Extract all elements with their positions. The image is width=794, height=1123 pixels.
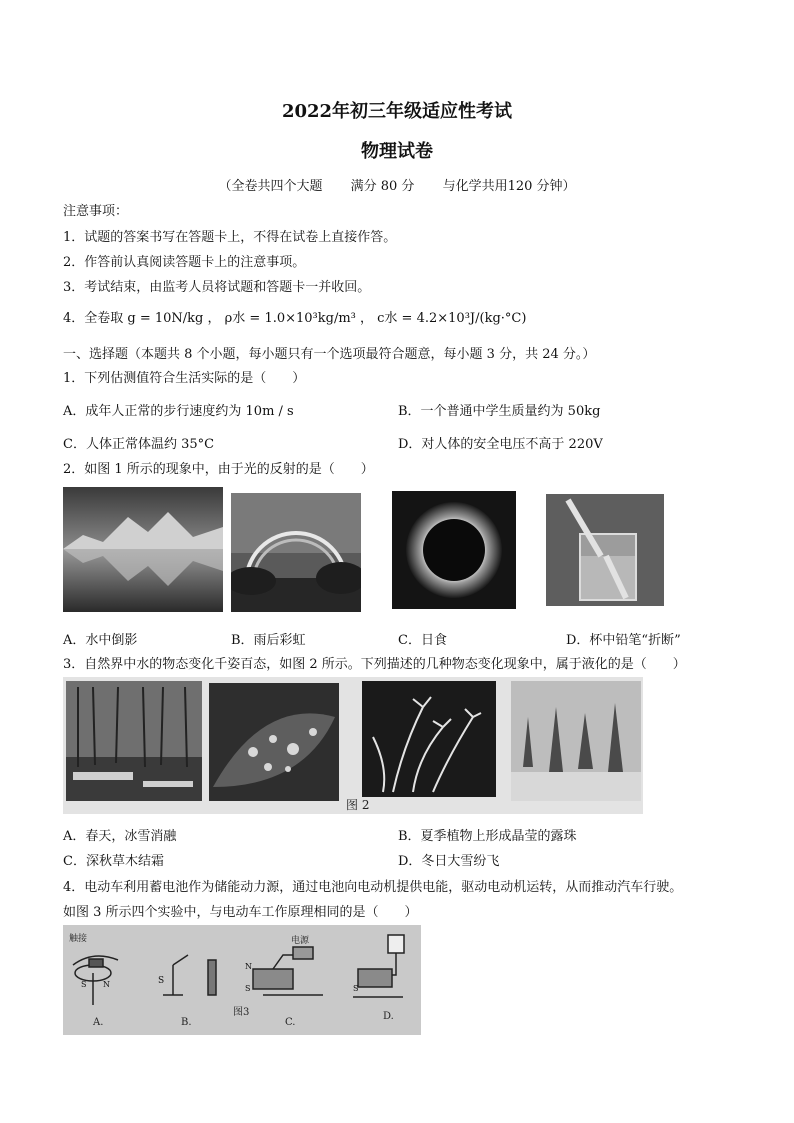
figure-3-label: 图3 [233, 1007, 250, 1018]
photo-water-reflection [63, 487, 223, 612]
photo-rainbow [231, 493, 361, 612]
figure-2 [63, 677, 643, 814]
question-3-stem: 3．自然界中水的物态变化千姿百态，如图 2 所示。下列描述的几种物态变化现象中，属于液化的是（ ） [63, 657, 686, 672]
section-heading: 一、选择题（本题共 8 个小题，每小题只有一个选项最符合题意，每小题 3 分，共 24 分。） [63, 347, 596, 362]
question-2-stem: 2．如图 1 所示的现象中，由于光的反射的是（ ） [63, 462, 374, 477]
subject-title: 物理试卷 [361, 141, 433, 162]
question-1-option-d: D．对人体的安全电压不高于 220V [398, 437, 603, 452]
question-1-option-b: B．一个普通中学生质量约为 50kg [398, 404, 601, 419]
figure-2-label: 图 2 [346, 798, 370, 812]
figure-3-option-d: D. [383, 1011, 394, 1022]
svg-text:S: S [158, 976, 165, 986]
question-4-stem-line-2: 如图 3 所示四个实验中，与电动车工作原理相同的是（ ） [63, 905, 418, 920]
svg-text:N: N [245, 962, 252, 971]
note-item-3: 3．考试结束，由监考人员将试题和答题卡一并收回。 [63, 280, 371, 295]
question-3-option-c: C．深秋草木结霜 [63, 854, 164, 869]
figure-3-option-c: C. [285, 1017, 296, 1028]
note-item-2: 2．作答前认真阅读答题卡上的注意事项。 [63, 255, 306, 270]
photo-pencil-in-glass [546, 494, 664, 606]
svg-text:S: S [353, 984, 359, 993]
svg-text:S: S [81, 980, 87, 989]
question-2-option-c: C．日食 [398, 633, 447, 648]
photo-solar-eclipse [392, 491, 516, 609]
question-1-option-c: C．人体正常体温约 35°C [63, 437, 215, 452]
question-2-option-b: B．雨后彩虹 [231, 633, 306, 648]
question-2-option-d: D．杯中铅笔“折断” [566, 633, 681, 648]
exam-info [0, 175, 794, 194]
question-2-option-a: A．水中倒影 [63, 633, 138, 648]
question-3-option-a: A．春天，冰雪消融 [63, 829, 177, 844]
note-item-1: 1．试题的答案书写在答题卡上，不得在试卷上直接作答。 [63, 230, 397, 245]
figure-3-touch-label: 触接 [69, 934, 88, 944]
svg-text:S: S [245, 984, 251, 993]
figure-3-power-label: 电源 [291, 936, 310, 946]
svg-text:N: N [103, 980, 110, 989]
question-3-option-d: D．冬日大雪纷飞 [398, 854, 500, 869]
figure-3-option-b: B. [181, 1017, 192, 1028]
figure-3 [63, 925, 421, 1035]
figure-3-option-a: A. [93, 1017, 104, 1028]
exam-info-scope: （全卷共四个大题 [218, 179, 323, 194]
question-3-option-b: B．夏季植物上形成晶莹的露珠 [398, 829, 577, 844]
exam-info-score: 满分 80 分 [350, 179, 415, 194]
exam-title: 2022年初三年级适应性考试 [281, 101, 513, 122]
notes-heading: 注意事项： [63, 204, 129, 219]
question-1-stem: 1．下列估测值符合生活实际的是（ ） [63, 371, 306, 386]
note-item-4: 4．全卷取 g = 10N/kg ， ρ水 = 1.0×10³kg/m³ ， c水 = 4.2×10³J/(kg·°C) [63, 311, 527, 326]
question-1-option-a: A．成年人正常的步行速度约为 10m / s [63, 404, 294, 419]
question-4-stem-line-1: 4．电动车利用蓄电池作为储能动力源，通过电池向电动机提供电能，驱动电动机运转，从而推动汽车行驶。 [63, 880, 683, 895]
exam-info-time: 与化学共用120 分钟） [442, 179, 576, 194]
